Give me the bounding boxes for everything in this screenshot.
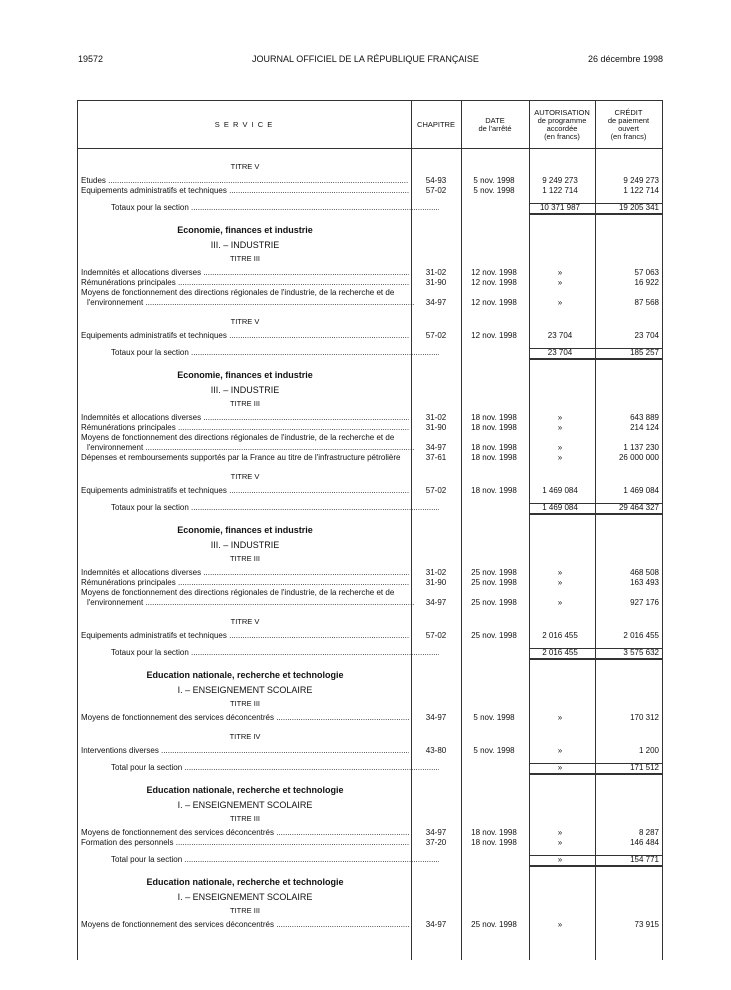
heading-text: TITRE III: [230, 814, 260, 823]
autorisation-cell: »: [557, 453, 563, 462]
date-cell: 5 nov. 1998: [473, 176, 515, 185]
table-row: [77, 838, 663, 848]
page-date: 26 décembre 1998: [587, 54, 663, 64]
credit-cell: 16 922: [634, 278, 659, 287]
service-text: Total pour la section .....: [111, 763, 439, 773]
chapitre-cell: 34-97: [425, 828, 447, 837]
service-text: Indemnités et allocations diverses .....: [81, 413, 409, 423]
autorisation-cell: »: [557, 443, 563, 452]
service-text: Dépenses et remboursements supportés par la France au titre de l'infrastructure pétrolière: [81, 453, 401, 462]
service-text: Totaux pour la section .....: [111, 348, 439, 358]
heading-text: I. – ENSEIGNEMENT SCOLAIRE: [177, 685, 313, 695]
service-text: l'environnement .....: [87, 443, 415, 453]
date-cell: 12 nov. 1998: [471, 331, 517, 340]
ministry-heading: [77, 670, 663, 680]
service-text: Moyens de fonctionnement des directions régionales de l'industrie, de la recherche et de: [81, 588, 395, 597]
table-row: [77, 713, 663, 723]
service-text: Etudes .....: [81, 176, 409, 186]
titre-heading: [77, 617, 663, 627]
chapitre-cell: 34-97: [425, 920, 447, 929]
chapitre-cell: 57-02: [425, 331, 447, 340]
heading-text: I. – ENSEIGNEMENT SCOLAIRE: [177, 892, 313, 902]
date-cell: 18 nov. 1998: [471, 828, 517, 837]
service-text: Moyens de fonctionnement des directions régionales de l'industrie, de la recherche et de: [81, 288, 395, 297]
table-row: [77, 433, 663, 443]
service-text: Moyens de fonctionnement des services déconcentrés .....: [81, 920, 409, 930]
section-heading: [77, 540, 663, 550]
service-text: Moyens de fonctionnement des directions régionales de l'industrie, de la recherche et de: [81, 433, 395, 442]
heading-text: TITRE III: [230, 699, 260, 708]
table-row: [77, 920, 663, 930]
date-cell: 25 nov. 1998: [471, 631, 517, 640]
titre-heading: [77, 732, 663, 742]
col-header-autorisation: AUTORISATION de programme accordée (en francs): [534, 107, 590, 141]
service-text: Moyens de fonctionnement des services déconcentrés .....: [81, 828, 409, 838]
total-rule: [595, 763, 663, 775]
credit-cell: 57 063: [634, 268, 659, 277]
table-row: [77, 331, 663, 341]
date-cell: 18 nov. 1998: [471, 838, 517, 847]
chapitre-cell: 31-90: [425, 423, 447, 432]
col-header-date: DATE de l'arrêté: [478, 115, 512, 133]
total-row: [77, 648, 663, 658]
date-cell: 25 nov. 1998: [471, 568, 517, 577]
total-rule: [529, 203, 595, 215]
total-rule: [529, 855, 595, 867]
page-number: 19572: [78, 54, 104, 64]
service-text: Indemnités et allocations diverses .....: [81, 268, 409, 278]
chapitre-cell: 34-97: [425, 598, 447, 607]
heading-text: TITRE V: [230, 617, 260, 626]
credit-cell: 73 915: [634, 920, 659, 929]
date-cell: 18 nov. 1998: [471, 453, 517, 462]
service-text: Totaux pour la section .....: [111, 648, 439, 658]
credit-cell: 87 568: [634, 298, 659, 307]
total-row: [77, 763, 663, 773]
col-header-chapitre: CHAPITRE: [417, 119, 455, 129]
service-text: Interventions diverses .....: [81, 746, 409, 756]
date-cell: 12 nov. 1998: [471, 278, 517, 287]
journal-title: JOURNAL OFFICIEL DE LA RÉPUBLIQUE FRANÇAISE: [252, 54, 479, 64]
credit-cell: 154 771: [630, 855, 659, 864]
table-row: [77, 186, 663, 196]
service-text: Equipements administratifs et techniques .....: [81, 331, 409, 341]
service-text: Rémunérations principales .....: [81, 278, 409, 288]
chapitre-cell: 34-97: [425, 298, 447, 307]
chapitre-cell: 31-90: [425, 578, 447, 587]
table-row: [77, 631, 663, 641]
chapitre-cell: 57-02: [425, 486, 447, 495]
total-rule: [595, 503, 663, 515]
date-cell: 25 nov. 1998: [471, 578, 517, 587]
autorisation-cell: 2 016 455: [542, 631, 578, 640]
total-rule: [595, 348, 663, 360]
total-row: [77, 855, 663, 865]
autorisation-cell: »: [557, 413, 563, 422]
total-row: [77, 348, 663, 358]
section-heading: [77, 800, 663, 810]
heading-text: TITRE III: [230, 254, 260, 263]
credit-cell: 643 889: [630, 413, 659, 422]
chapitre-cell: 31-02: [425, 268, 447, 277]
section-heading: [77, 385, 663, 395]
heading-text: III. – INDUSTRIE: [210, 540, 280, 550]
arretes-table: [77, 100, 663, 960]
heading-text: Economie, finances et industrie: [177, 225, 313, 235]
service-text: Totaux pour la section .....: [111, 503, 439, 513]
date-cell: 18 nov. 1998: [471, 443, 517, 452]
credit-cell: 3 575 632: [623, 648, 659, 657]
credit-cell: 170 312: [630, 713, 659, 722]
heading-text: I. – ENSEIGNEMENT SCOLAIRE: [177, 800, 313, 810]
autorisation-cell: »: [557, 828, 563, 837]
autorisation-cell: »: [557, 746, 563, 755]
credit-cell: 146 484: [630, 838, 659, 847]
credit-cell: 163 493: [630, 578, 659, 587]
heading-text: TITRE III: [230, 399, 260, 408]
chapitre-cell: 57-02: [425, 631, 447, 640]
total-rule: [595, 648, 663, 660]
service-text: l'environnement .....: [87, 298, 415, 308]
autorisation-cell: »: [557, 298, 563, 307]
table-row: [77, 176, 663, 186]
heading-text: III. – INDUSTRIE: [210, 240, 280, 250]
heading-text: TITRE IV: [229, 732, 261, 741]
chapitre-cell: 31-02: [425, 568, 447, 577]
credit-cell: 23 704: [634, 331, 659, 340]
heading-text: TITRE V: [230, 162, 260, 171]
service-text: Total pour la section .....: [111, 855, 439, 865]
table-row: [77, 288, 663, 298]
service-text: Equipements administratifs et techniques .....: [81, 631, 409, 641]
total-rule: [529, 648, 595, 660]
autorisation-cell: 23 704: [547, 348, 573, 357]
chapitre-cell: 37-61: [425, 453, 447, 462]
autorisation-cell: »: [557, 855, 563, 864]
autorisation-cell: 2 016 455: [542, 648, 578, 657]
date-cell: 5 nov. 1998: [473, 713, 515, 722]
table-row: [77, 268, 663, 278]
credit-cell: 29 464 327: [618, 503, 659, 512]
titre-heading: [77, 254, 663, 264]
titre-heading: [77, 399, 663, 409]
titre-heading: [77, 554, 663, 564]
autorisation-cell: 1 122 714: [542, 186, 578, 195]
autorisation-cell: »: [557, 278, 563, 287]
table-row: [77, 278, 663, 288]
heading-text: Education nationale, recherche et technologie: [146, 670, 344, 680]
titre-heading: [77, 906, 663, 916]
date-cell: 5 nov. 1998: [473, 186, 515, 195]
autorisation-cell: »: [557, 598, 563, 607]
table-row: [77, 453, 663, 463]
heading-text: Education nationale, recherche et technologie: [146, 785, 344, 795]
autorisation-cell: »: [557, 920, 563, 929]
credit-cell: 927 176: [630, 598, 659, 607]
autorisation-cell: »: [557, 578, 563, 587]
chapitre-cell: 34-97: [425, 443, 447, 452]
heading-text: III. – INDUSTRIE: [210, 385, 280, 395]
service-text: Totaux pour la section .....: [111, 203, 439, 213]
autorisation-cell: »: [557, 268, 563, 277]
table-row: [77, 588, 663, 598]
total-rule: [529, 503, 595, 515]
heading-text: Education nationale, recherche et technologie: [146, 877, 344, 887]
date-cell: 18 nov. 1998: [471, 486, 517, 495]
credit-cell: 214 124: [630, 423, 659, 432]
credit-cell: 8 287: [638, 828, 659, 837]
total-row: [77, 203, 663, 213]
header-rule: [77, 148, 663, 149]
titre-heading: [77, 814, 663, 824]
heading-text: TITRE V: [230, 472, 260, 481]
ministry-heading: [77, 785, 663, 795]
total-row: [77, 503, 663, 513]
titre-heading: [77, 699, 663, 709]
autorisation-cell: 1 469 084: [542, 503, 578, 512]
chapitre-cell: 34-97: [425, 713, 447, 722]
credit-cell: 185 257: [630, 348, 659, 357]
date-cell: 18 nov. 1998: [471, 423, 517, 432]
ministry-heading: [77, 370, 663, 380]
date-cell: 12 nov. 1998: [471, 298, 517, 307]
total-rule: [595, 855, 663, 867]
table-row: [77, 423, 663, 433]
autorisation-cell: 9 249 273: [542, 176, 578, 185]
heading-text: Economie, finances et industrie: [177, 525, 313, 535]
service-text: l'environnement .....: [87, 598, 415, 608]
credit-cell: 1 122 714: [623, 186, 659, 195]
date-cell: 18 nov. 1998: [471, 413, 517, 422]
service-text: Rémunérations principales .....: [81, 423, 409, 433]
chapitre-cell: 43-80: [425, 746, 447, 755]
credit-cell: 26 000 000: [618, 453, 659, 462]
col-header-credit: CRÉDIT de paiement ouvert (en francs): [607, 107, 650, 141]
section-heading: [77, 240, 663, 250]
date-cell: 5 nov. 1998: [473, 746, 515, 755]
autorisation-cell: »: [557, 568, 563, 577]
heading-text: TITRE V: [230, 317, 260, 326]
autorisation-cell: 10 371 987: [539, 203, 581, 212]
section-heading: [77, 685, 663, 695]
service-text: Equipements administratifs et techniques .....: [81, 486, 409, 496]
ministry-heading: [77, 525, 663, 535]
credit-cell: 1 137 230: [623, 443, 659, 452]
autorisation-cell: 1 469 084: [542, 486, 578, 495]
total-rule: [529, 763, 595, 775]
table-row: [77, 578, 663, 588]
service-text: Equipements administratifs et techniques .....: [81, 186, 409, 196]
table-row: [77, 443, 663, 453]
total-rule: [595, 203, 663, 215]
table-row: [77, 486, 663, 496]
heading-text: TITRE III: [230, 554, 260, 563]
ministry-heading: [77, 225, 663, 235]
table-row: [77, 568, 663, 578]
titre-heading: [77, 162, 663, 172]
service-text: Indemnités et allocations diverses .....: [81, 568, 409, 578]
heading-text: Economie, finances et industrie: [177, 370, 313, 380]
table-row: [77, 828, 663, 838]
date-cell: 25 nov. 1998: [471, 598, 517, 607]
date-cell: 12 nov. 1998: [471, 268, 517, 277]
credit-cell: 1 200: [638, 746, 659, 755]
credit-cell: 19 205 341: [618, 203, 659, 212]
service-text: Rémunérations principales .....: [81, 578, 409, 588]
service-text: Formation des personnels .....: [81, 838, 409, 848]
autorisation-cell: »: [557, 423, 563, 432]
heading-text: TITRE III: [230, 906, 260, 915]
credit-cell: 171 512: [630, 763, 659, 772]
table-row: [77, 746, 663, 756]
credit-cell: 468 508: [630, 568, 659, 577]
chapitre-cell: 57-02: [425, 186, 447, 195]
titre-heading: [77, 317, 663, 327]
autorisation-cell: »: [557, 713, 563, 722]
chapitre-cell: 37-20: [425, 838, 447, 847]
total-rule: [529, 348, 595, 360]
service-text: Moyens de fonctionnement des services déconcentrés .....: [81, 713, 409, 723]
table-row: [77, 413, 663, 423]
credit-cell: 2 016 455: [623, 631, 659, 640]
col-header-service: S E R V I C E: [214, 119, 274, 129]
chapitre-cell: 31-90: [425, 278, 447, 287]
credit-cell: 9 249 273: [623, 176, 659, 185]
autorisation-cell: »: [557, 763, 563, 772]
ministry-heading: [77, 877, 663, 887]
table-row: [77, 598, 663, 608]
section-heading: [77, 892, 663, 902]
titre-heading: [77, 472, 663, 482]
table-row: [77, 298, 663, 308]
date-cell: 25 nov. 1998: [471, 920, 517, 929]
credit-cell: 1 469 084: [623, 486, 659, 495]
chapitre-cell: 54-93: [425, 176, 447, 185]
autorisation-cell: »: [557, 838, 563, 847]
chapitre-cell: 31-02: [425, 413, 447, 422]
autorisation-cell: 23 704: [547, 331, 573, 340]
